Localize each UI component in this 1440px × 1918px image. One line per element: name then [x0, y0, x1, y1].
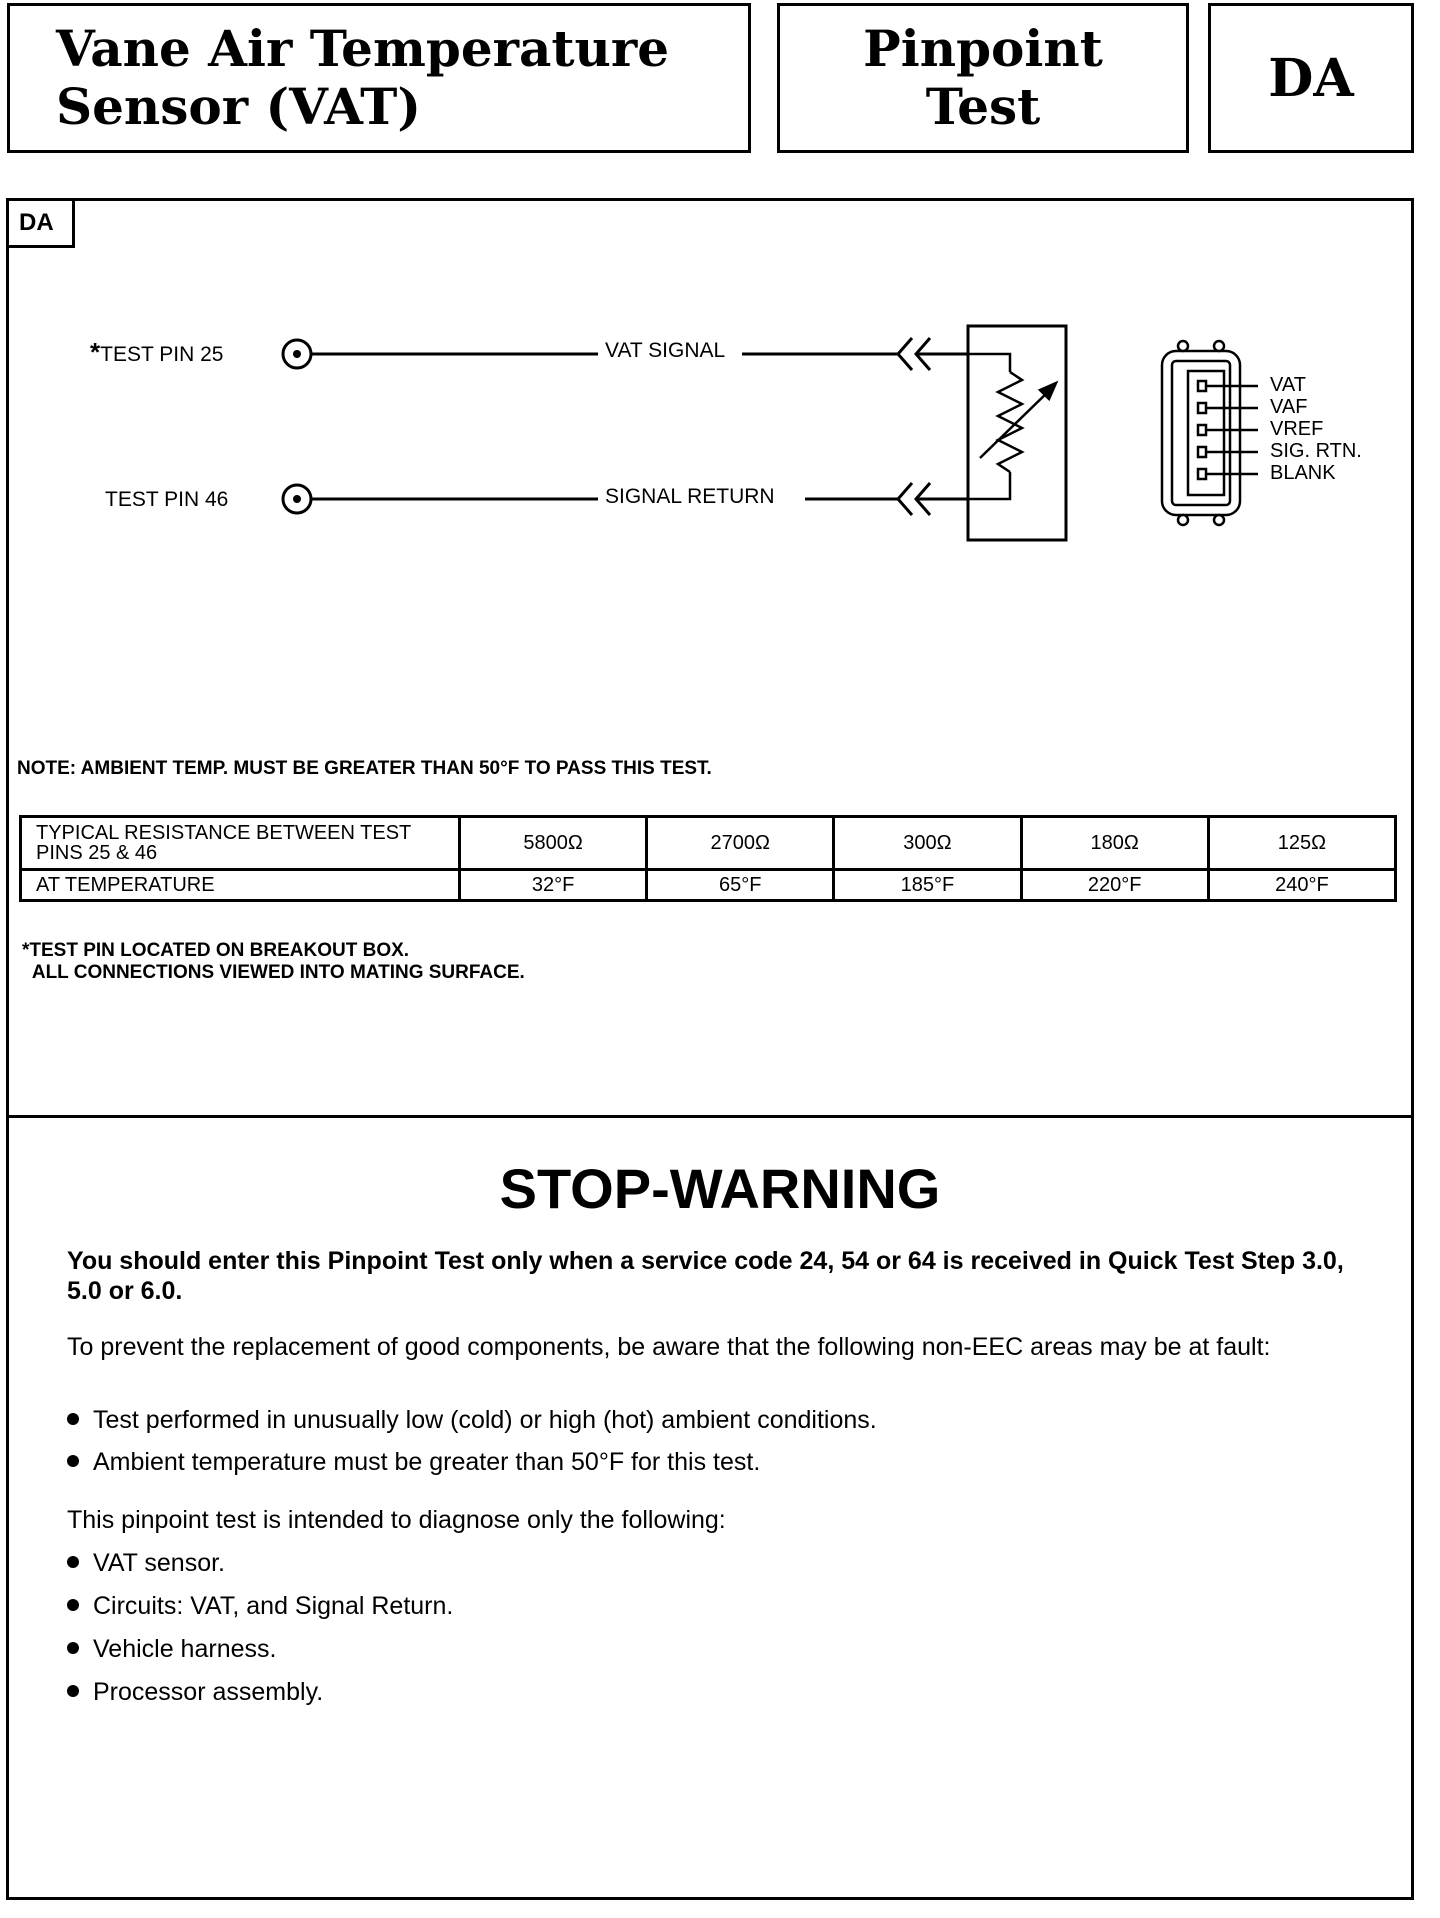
ambient-temp-note: NOTE: AMBIENT TEMP. MUST BE GREATER THAN 50°F TO PASS THIS TEST.: [17, 758, 712, 779]
temperature-cell: 220°F: [1021, 870, 1208, 901]
connector-pin-blank: BLANK: [1270, 462, 1336, 484]
resistance-cell: 125Ω: [1208, 817, 1395, 870]
connector-pin-vaf: VAF: [1270, 396, 1308, 418]
temperature-cell: 185°F: [834, 870, 1021, 901]
temperature-cell: 65°F: [647, 870, 834, 901]
table-row-resistance: [21, 817, 1396, 870]
test-pin-25-star: *: [90, 337, 101, 367]
temperature-cell: 32°F: [460, 870, 647, 901]
test-pin-25-text: TEST PIN 25: [100, 343, 224, 366]
list-item: [67, 1591, 453, 1621]
connector-pin-vref: VREF: [1270, 418, 1324, 440]
title-line-1: Vane Air Temperature: [56, 19, 670, 78]
warning-para-2: This pinpoint test is intended to diagnose only the following:: [67, 1506, 726, 1534]
resistance-cell: 5800Ω: [460, 817, 647, 870]
warning-intro: You should enter this Pinpoint Test only when a service code 24, 54 or 64 is received in Quick Test Step 3.0, 5.0 or 6.0.: [67, 1247, 1344, 1305]
thermistor-symbol: [968, 354, 1056, 499]
bullet-icon: [67, 1642, 79, 1654]
signal-return-label: SIGNAL RETURN: [605, 485, 775, 508]
stop-warning-title: STOP-WARNING: [499, 1157, 941, 1220]
test-code: DA: [1268, 48, 1354, 109]
temperature-row-label: AT TEMPERATURE: [21, 870, 460, 901]
resistance-cell: 2700Ω: [647, 817, 834, 870]
connector-pin-vat: VAT: [1270, 374, 1306, 396]
panel-divider: [9, 1115, 1411, 1118]
bullet-icon: [67, 1685, 79, 1697]
warning-para-1: To prevent the replacement of good components, be aware that the following non-EEC areas may be at fault:: [67, 1333, 1271, 1361]
list-item: [67, 1634, 276, 1664]
list-item-text: Test performed in unusually low (cold) or high (hot) ambient conditions.: [93, 1406, 877, 1434]
vat-signal-label: VAT SIGNAL: [605, 339, 726, 362]
footnote-line-2: ALL CONNECTIONS VIEWED INTO MATING SURFACE.: [22, 962, 525, 983]
footnote-line-1: *TEST PIN LOCATED ON BREAKOUT BOX.: [22, 940, 410, 961]
list-item-text: Processor assembly.: [93, 1678, 324, 1706]
bullet-icon: [67, 1413, 79, 1425]
resistance-cell: 180Ω: [1021, 817, 1208, 870]
list-item: [67, 1405, 877, 1435]
title-line-2: Sensor (VAT): [56, 77, 422, 136]
connector-pin-sig-rtn: SIG. RTN.: [1270, 440, 1362, 462]
wiring-diagram: [0, 0, 1440, 760]
resistance-row-label: TYPICAL RESISTANCE BETWEEN TEST PINS 25 & 46: [21, 817, 460, 870]
test-type-line-2: Test: [925, 77, 1041, 136]
bullet-icon: [67, 1599, 79, 1611]
test-type-line-1: Pinpoint: [863, 19, 1103, 78]
list-item-text: Circuits: VAT, and Signal Return.: [93, 1592, 454, 1620]
connector-chevron-2: [898, 483, 968, 515]
list-item-text: Ambient temperature must be greater than 50°F for this test.: [93, 1448, 761, 1476]
test-pin-25-label: [90, 337, 224, 367]
vat-sensor-box: [968, 326, 1066, 540]
test-pin-46-jack: [283, 485, 311, 513]
temperature-cell: 240°F: [1208, 870, 1395, 901]
list-item: [67, 1447, 760, 1477]
connector-chevron-1: [898, 338, 968, 370]
table-row-temperature: [21, 870, 1396, 901]
resistance-cell: 300Ω: [834, 817, 1021, 870]
bullet-icon: [67, 1556, 79, 1568]
list-item-text: VAT sensor.: [93, 1549, 226, 1577]
test-pin-46-label: TEST PIN 46: [105, 488, 229, 511]
panel-tag: DA: [6, 198, 75, 248]
resistance-table: [19, 815, 1397, 902]
list-item: [67, 1677, 323, 1707]
bullet-icon: [67, 1455, 79, 1467]
list-item-text: Vehicle harness.: [93, 1635, 277, 1663]
connector-face-icon: [1162, 341, 1258, 525]
list-item: [67, 1548, 225, 1578]
test-pin-25-jack: [283, 340, 311, 368]
